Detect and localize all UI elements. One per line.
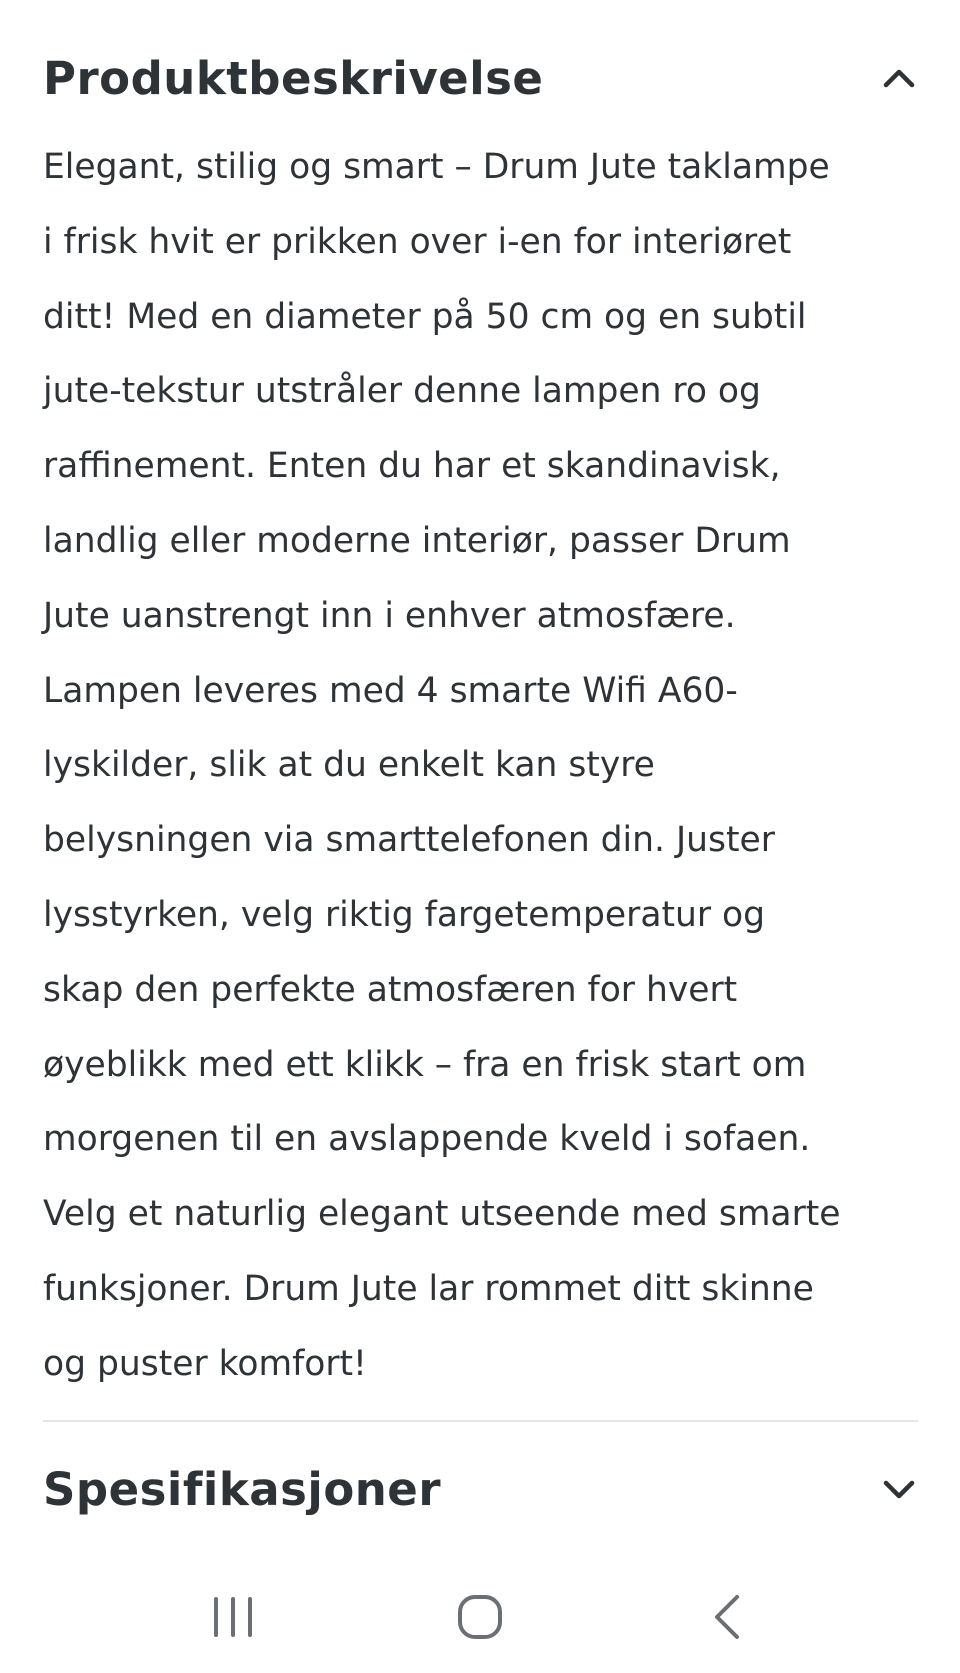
product-description-header[interactable] <box>43 48 918 108</box>
recent-apps-icon <box>208 1595 258 1639</box>
product-description-section <box>43 48 918 1402</box>
specifications-header[interactable] <box>43 1459 918 1519</box>
recent-apps-button[interactable] <box>188 1572 278 1662</box>
chevron-down-icon[interactable] <box>880 1470 918 1508</box>
specifications-section <box>43 1459 918 1519</box>
product-description-title: Produktbeskrivelse <box>43 51 544 105</box>
home-icon <box>455 1592 505 1642</box>
chevron-up-icon[interactable] <box>880 59 918 97</box>
back-button[interactable] <box>682 1572 772 1662</box>
product-description-text: Elegant, stilig og smart – Drum Jute taklampe i frisk hvit er prikken over i-en for interiøret ditt! Med en diameter på 50 cm og en subtil jute-tekstur utstråler denne lampen ro og raffinement. Enten du har et skandinavisk, landlig eller moderne interiør, passer Drum Jute uanstrengt inn i enhver atmosfære. Lampen leveres med 4 smarte Wifi A60- lyskilder, slik at du enkelt kan styre belysningen via smarttelefonen din. Juster lysstyrken, velg riktig fargetemperatur og skap den perfekte atmosfæren for hvert øyeblikk med ett klikk – fra en frisk start om morgenen til en avslappende kveld i sofaen. Velg et naturlig elegant utseende med smarte funksjoner. Drum Jute lar rommet ditt skinne og puster komfort! <box>43 147 841 1384</box>
system-navigation-bar <box>0 1560 960 1673</box>
section-divider <box>43 1420 918 1422</box>
back-icon <box>707 1592 747 1642</box>
specifications-title: Spesifikasjoner <box>43 1462 442 1516</box>
home-button[interactable] <box>435 1572 525 1662</box>
